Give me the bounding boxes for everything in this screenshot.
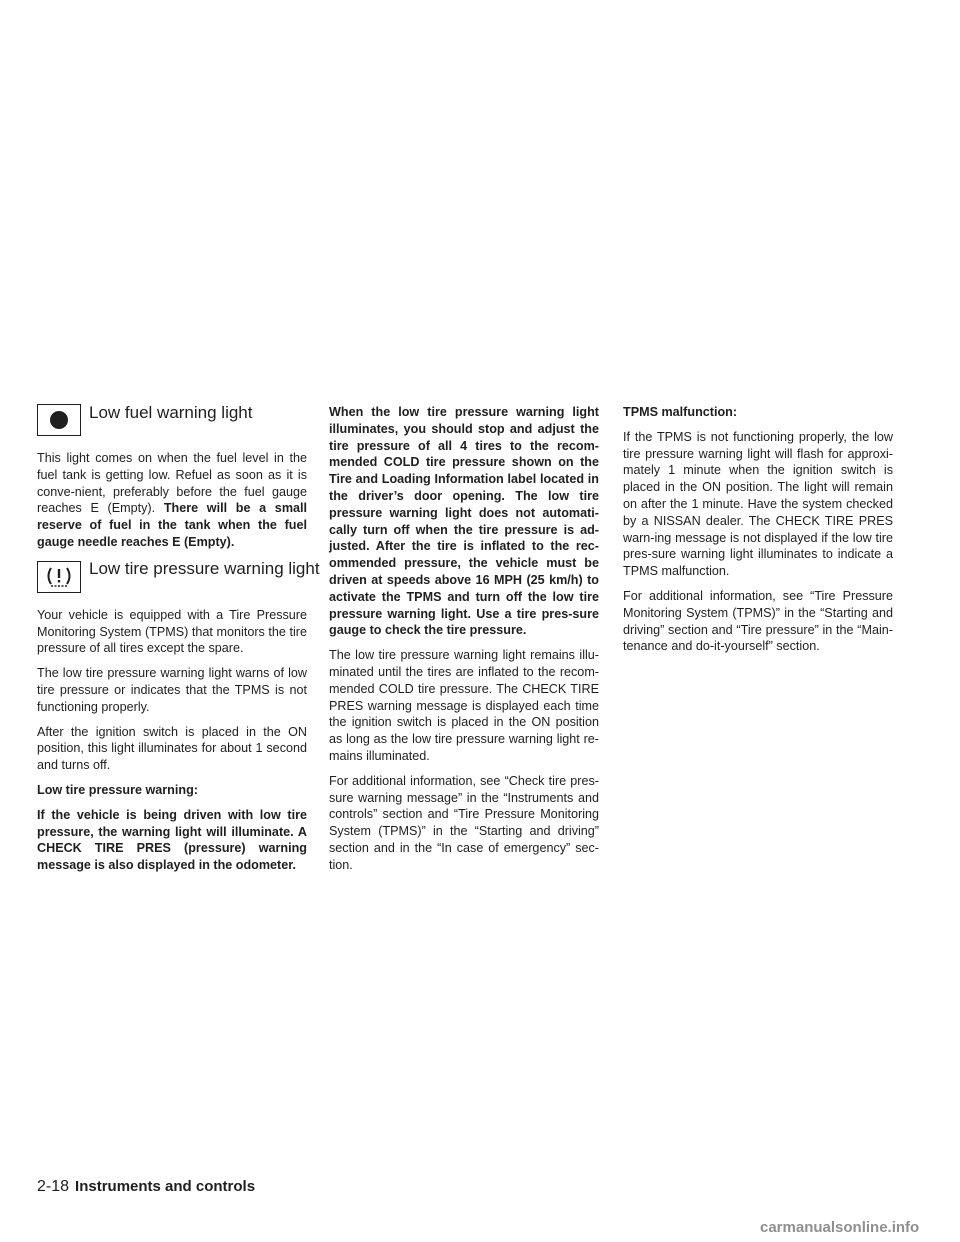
tpms-malfunction-subheading: TPMS malfunction: (623, 405, 738, 419)
tpms-ignition: After the ignition switch is placed in the ON position, this light illuminates for about 1 second and turns off. (37, 724, 307, 773)
tpms-intro: Your vehicle is equipped with a Tire Pressure Monitoring System (TPMS) that monitors the tire pressure of all tires except the spare. (37, 607, 307, 656)
column-3 (623, 404, 893, 663)
tire-warning-title: Low tire pressure warning light (89, 559, 320, 579)
low-pressure-subheading: Low tire pressure warning: (37, 782, 198, 797)
page-footer (37, 1178, 255, 1196)
fuel-warning-title: Low fuel warning light (89, 402, 253, 422)
page-number: 2-18 (37, 1178, 70, 1195)
tpms-warns: The low tire pressure warning light warns of low tire pressure or indicates that the TPMS is not functioning properly. (37, 666, 307, 714)
low-pressure-bold-warning: If the vehicle is being driven with low tire pressure, the warning light will illuminate. A CHECK TIRE PRES (pressure) warning message is also displayed in the odometer. (37, 807, 307, 873)
column-2 (329, 404, 599, 882)
tire-pressure-warning-icon (37, 561, 81, 593)
column-1 (37, 402, 320, 882)
remains-illuminated: The low tire pressure warning light remains illu-minated until the tires are inflated to the recom-mended COLD tire pressure. The CHECK TIRE PRES warning message is displayed each time the ignition switch is placed in the ON position as long as the low tire pressure warning light re-mains illuminated. (329, 648, 599, 763)
fuel-warning-icon (37, 404, 81, 436)
tpms-malfunction-text: If the TPMS is not functioning properly, the low tire pressure warning light will flash for approxi-mately 1 minute when the ignition switch is placed in the ON position. The light will remain on after the 1 minute. Have the system checked by a NISSAN dealer. The CHECK TIRE PRES warn-ing message is not displayed if the low tire pres-sure warning light illuminates to indicate a TPMS malfunction. (623, 429, 893, 579)
additional-info-2: For additional information, see “Tire Pressure Monitoring System (TPMS)” in the “Starting and driving” section and “Tire pressure” in the “Main-tenance and do-it-yourself” section. (623, 588, 893, 654)
watermark: carmanualsonline.info (760, 1219, 920, 1236)
additional-info-1: For additional information, see “Check tire pres-sure warning message” in the “Instruments and controls” section and “Tire Pressure Monitoring System (TPMS)” in the “Starting and driving” section and in the “In case of emergency” sec-tion. (329, 773, 599, 872)
stop-adjust-bold: When the low tire pressure warning light illuminates, you should stop and adjust the tire pressure of all 4 tires to the recom-mended COLD tire pressure shown on the Tire and Loading Information label located in the driver’s door opening. The low tire pressure warning light does not automati-cally turn off when the tire pressure is ad-justed. After the tire is inflated to the rec-ommended pressure, the vehicle must be driven at speeds above 16 MPH (25 km/h) to activate the TPMS and turn off the low tire pressure warning light. Use a tire pres-sure gauge to check the tire pressure. (329, 405, 599, 638)
tire-warning-heading (37, 559, 320, 593)
section-title: Instruments and controls (75, 1178, 256, 1195)
fuel-warning-paragraph: This light comes on when the fuel level in the fuel tank is getting low. Refuel as soon as it is conve-nient, preferably before the fuel gauge reaches E (Empty). There will be a small reserve of fuel in the tank when the fuel gauge needle reaches E (Empty). (37, 451, 308, 549)
fuel-warning-heading (37, 404, 307, 436)
